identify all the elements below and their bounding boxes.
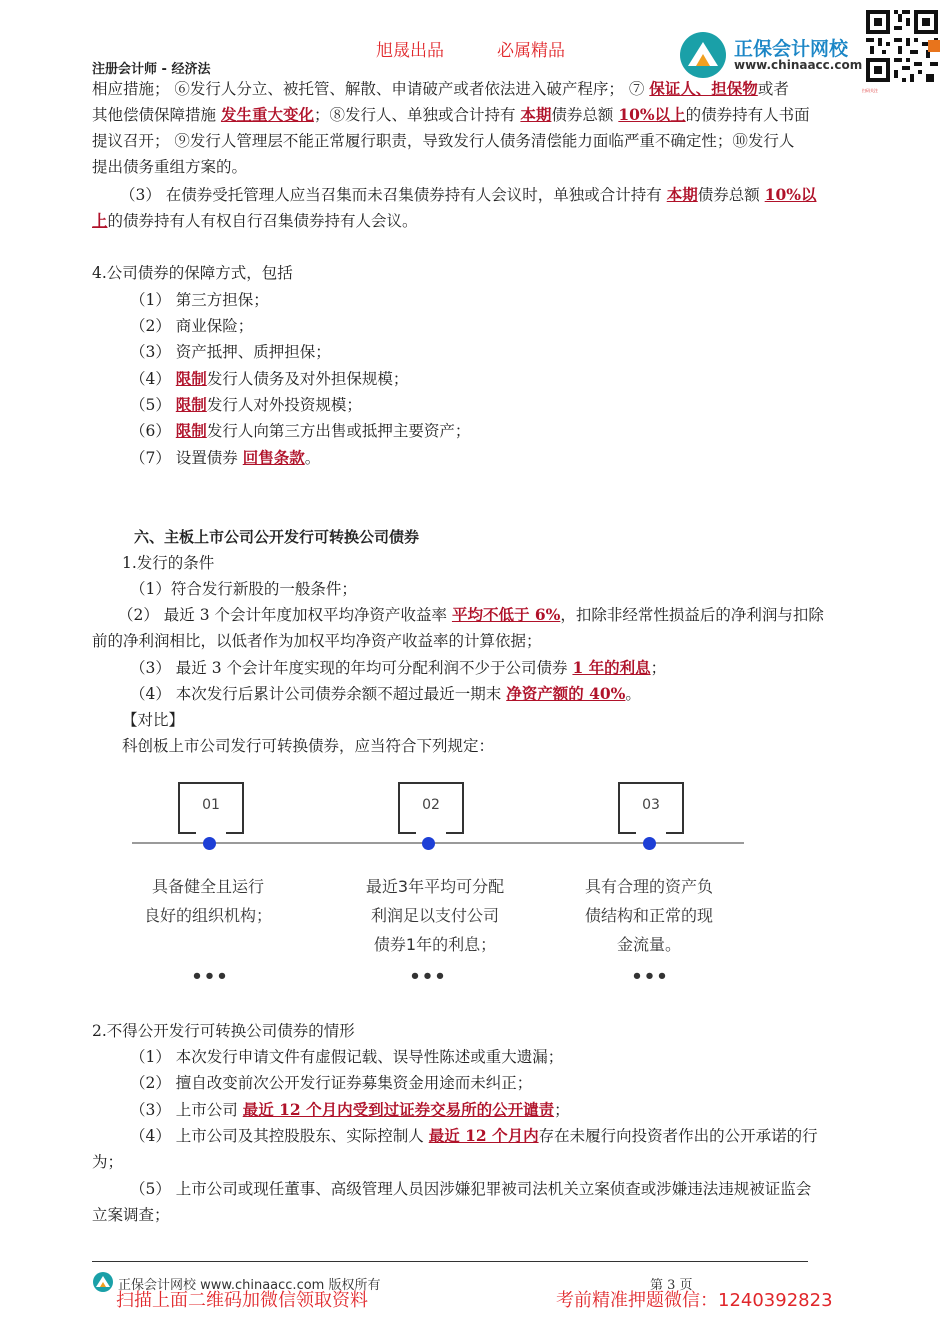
top-para-line-2: 其他偿债保障措施 发生重大变化；⑧发行人、单独或合计持有 本期债券总额 10%以上的债券持有人书面: [92, 105, 810, 124]
timeline-text-2: 最近3年平均可分配 利润足以支付公司 债券1年的利息；: [365, 877, 505, 954]
sec4-item-1: （1） 第三方担保；: [130, 291, 269, 309]
sec4-item-7: （7） 设置债券 回售条款。: [130, 448, 321, 467]
timeline-ellipsis-2: •••: [409, 966, 447, 987]
timeline-dot-2: [422, 837, 435, 850]
footer-logo-icon: [92, 1271, 114, 1293]
timeline-box-3: 03: [618, 782, 684, 834]
footer-copyright: 正保会计网校 www.chinaacc.com 版权所有: [118, 1278, 381, 1293]
para3-line-1: （3） 在债券受托管理人应当召集而未召集债券持有人会议时，单独或合计持有 本期债券总额 10%以: [120, 185, 817, 204]
top-para-line-3: 提议召开； ⑨发行人管理层不能正常履行职责，导致发行人债务清偿能力面临严重不确定性；⑩发行人: [92, 132, 795, 150]
para3-line-2: 上的债券持有人有权自行召集债券持有人会议。: [92, 211, 418, 230]
footer-promo-right: 考前精准押题微信：1240392823: [556, 1290, 833, 1311]
sec2-item-1: （1） 本次发行申请文件有虚假记载、误导性陈述或重大遗漏；: [130, 1048, 564, 1066]
sec6-cond-3: （3） 最近 3 个会计年度实现的年均可分配利润不少于公司债券 1 年的利息；: [130, 658, 667, 677]
sec2-item-5: （5） 上市公司或现任董事、高级管理人员因涉嫌犯罪被司法机关立案侦查或涉嫌违法违规被证监会: [130, 1180, 812, 1198]
header-slogan-right: 必属精品: [497, 41, 565, 61]
sec6-cond-2-cont: 前的净利润相比，以低者作为加权平均净资产收益率的计算依据；: [92, 632, 542, 650]
sec4-item-5: （5） 限制发行人对外投资规模；: [130, 395, 362, 414]
sec4-item-4: （4） 限制发行人债务及对外担保规模；: [130, 369, 409, 388]
footer-page-number: 第 3 页: [650, 1278, 693, 1293]
sec2-item-4: （4） 上市公司及其控股股东、实际控制人 最近 12 个月内存在未履行向投资者作出的公开承诺的行: [130, 1126, 818, 1145]
timeline-ellipsis-1: •••: [191, 966, 229, 987]
timeline-dot-3: [643, 837, 656, 850]
timeline-text-1: 具备健全且运行 良好的组织机构；: [143, 877, 272, 925]
top-para-line-1: 相应措施； ⑥发行人分立、被托管、解散、申请破产或者依法进入破产程序； ⑦ 保证人、担保物或者: [92, 79, 789, 98]
sec6-compare: 【对比】: [122, 711, 185, 729]
sec4-item-2: （2） 商业保险；: [130, 317, 254, 335]
sec6-heading: 六、主板上市公司公开发行可转换公司债券: [134, 528, 420, 546]
sec6-cond-1: （1）符合发行新股的一般条件；: [130, 580, 357, 598]
sec2-title: 2.不得公开发行可转换公司债券的情形: [92, 1022, 355, 1040]
timeline-text-3: 具有合理的资产负 债结构和正常的现 金流量。: [584, 877, 713, 954]
sec2-item-2: （2） 擅自改变前次公开发行证券募集资金用途而未纠正；: [130, 1074, 533, 1092]
footer-rule: [92, 1261, 808, 1262]
header-subject: 注册会计师 - 经济法: [92, 62, 211, 77]
sec2-item-4-cont: 为；: [92, 1153, 124, 1171]
top-para-line-4: 提出债务重组方案的。: [92, 158, 248, 176]
logo-icon: [678, 30, 728, 80]
sec2-item-5-cont: 立案调查；: [92, 1206, 170, 1224]
logo-url: www.chinaacc.com: [734, 58, 863, 72]
timeline-box-2: 02: [398, 782, 464, 834]
sec4-title: 4.公司债券的保障方式，包括: [92, 264, 293, 282]
sec2-item-3: （3） 上市公司 最近 12 个月内受到过证券交易所的公开谴责；: [130, 1100, 570, 1119]
sec4-item-6: （6） 限制发行人向第三方出售或抵押主要资产；: [130, 421, 471, 440]
sec6-sub1: 1.发行的条件: [122, 554, 215, 572]
qr-caption: 扫码关注: [862, 88, 878, 93]
footer-promo-left: 扫描上面二维码加微信领取资料: [116, 1290, 368, 1311]
sec4-item-3: （3） 资产抵押、质押担保；: [130, 343, 331, 361]
timeline-ellipsis-3: •••: [631, 966, 669, 987]
sec6-cond-4: （4） 本次发行后累计公司债券余额不超过最近一期末 净资产额的 40%。: [130, 684, 641, 703]
sec6-kcb: 科创板上市公司发行可转换债券，应当符合下列规定：: [122, 737, 495, 755]
timeline-dot-1: [203, 837, 216, 850]
qr-code-icon: [862, 6, 942, 86]
logo-name: 正保会计网校: [734, 38, 849, 60]
timeline-box-1: 01: [178, 782, 244, 834]
header-slogan-left: 旭晟出品: [376, 41, 444, 61]
sec6-cond-2: （2） 最近 3 个会计年度加权平均净资产收益率 平均不低于 6%，扣除非经常性损益后的净利润与扣除: [118, 605, 824, 624]
